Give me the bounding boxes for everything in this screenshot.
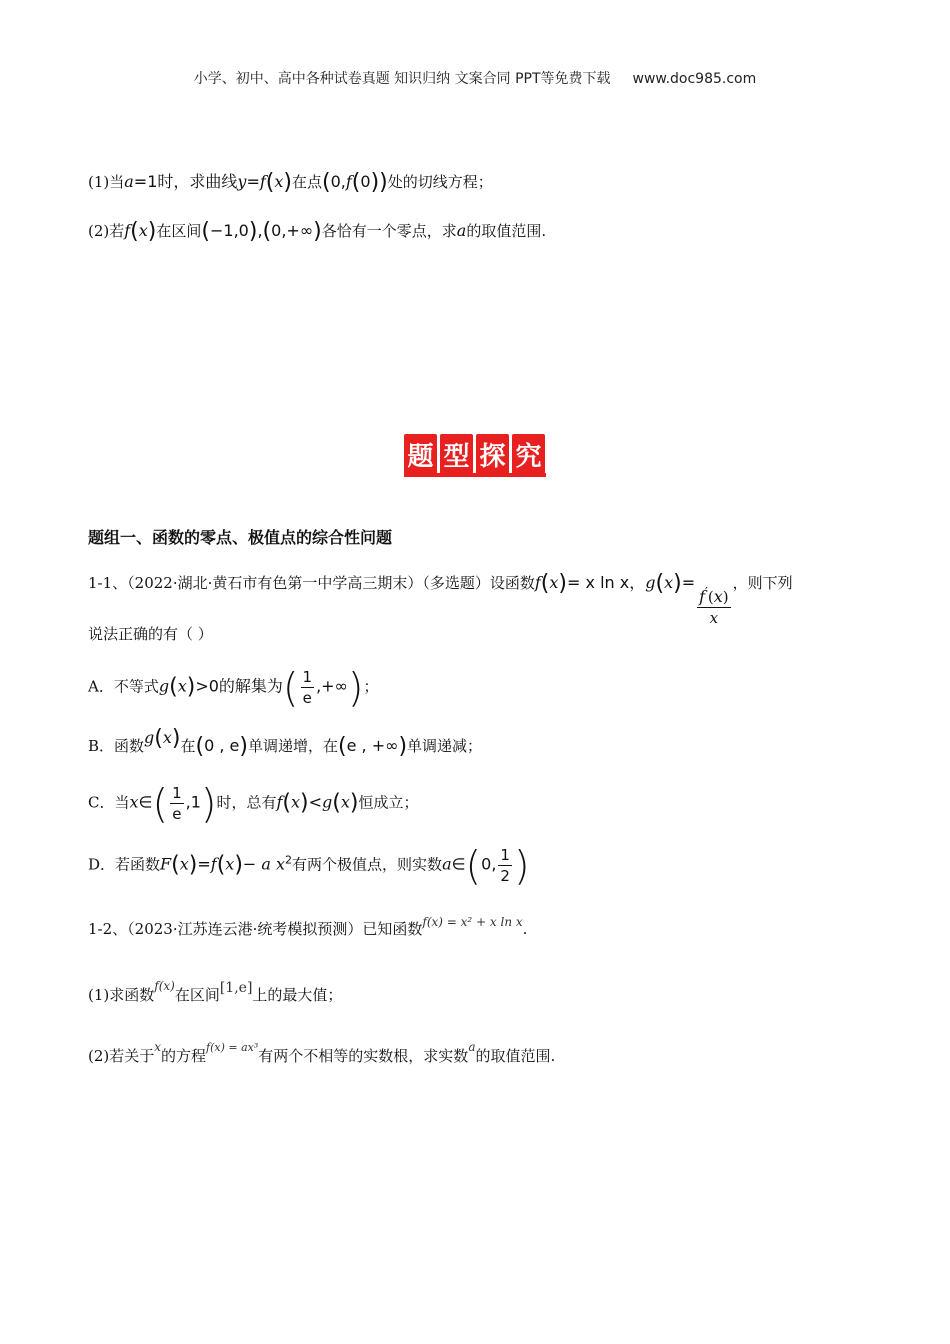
problem-1-2-part-1: (1)求函数$^{f(x)}$在区间[1,e]上的最大值； — [88, 979, 343, 1004]
fraction: $\frac{1}{2}$ — [500, 846, 510, 885]
option-a: A．不等式g(x)>0的解集为( $\frac{1}{e}$ ,+∞)； — [88, 665, 379, 712]
banner-char: 题 — [404, 434, 437, 474]
banner-char: 型 — [440, 434, 473, 474]
problem-1-2-part-2: (2)若关于$^x$的方程$^{f(x) = ax^3}$有两个不相等的实数根，求实数$^a$的取值范围. — [88, 1040, 556, 1065]
banner-base — [404, 473, 546, 477]
question-part-1: (1)当a=1时，求曲线y=f(x)在点(0,f(0))处的切线方程； — [88, 170, 493, 195]
page-header — [0, 68, 950, 88]
banner-char: 究 — [512, 434, 545, 474]
option-c: C．当x∈( $\frac{1}{e}$ ,1)时，总有f(x)<g(x)恒成立； — [88, 781, 419, 828]
section-banner — [404, 433, 546, 477]
fraction: $\frac{f'(x)}{x}$ — [699, 584, 729, 627]
problem-1-2: 1-2、（2023·江苏连云港·统考模拟预测）已知函数$^{f(x) = x^2 + x ln x}$. — [88, 915, 528, 938]
header-url[interactable]: www.doc985.com — [632, 71, 757, 87]
problem-1-1-line2: 说法正确的有（ ） — [88, 625, 213, 643]
question-part-2: (2)若f(x)在区间(−1,0),(0,+∞)各恰有一个零点，求a的取值范围. — [88, 219, 547, 244]
header-text: 小学、初中、高中各种试卷真题 知识归纳 文案合同 PPT等免费下载 — [193, 71, 611, 87]
option-d: D．若函数F(x)=f(x)− a $x^2$有两个极值点，则实数a∈(0, $\frac{1}{2}$ ) — [88, 843, 530, 890]
problem-1-1: 1-1、（2022·湖北·黄石市有色第一中学高三期末）（多选题）设函数f(x)= x ln x，g(x)= $\frac{f'(x)}{x}$ ，则下列 — [88, 571, 793, 627]
section-title: 题组一、函数的零点、极值点的综合性问题 — [88, 528, 393, 547]
option-b: B．函数g(x)在(0 , e)单调递增，在(e , +∞)单调递减； — [88, 726, 483, 759]
fraction: $\frac{1}{e}$ — [172, 784, 182, 823]
banner-char: 探 — [476, 434, 509, 474]
fraction: $\frac{1}{e}$ — [302, 668, 313, 707]
